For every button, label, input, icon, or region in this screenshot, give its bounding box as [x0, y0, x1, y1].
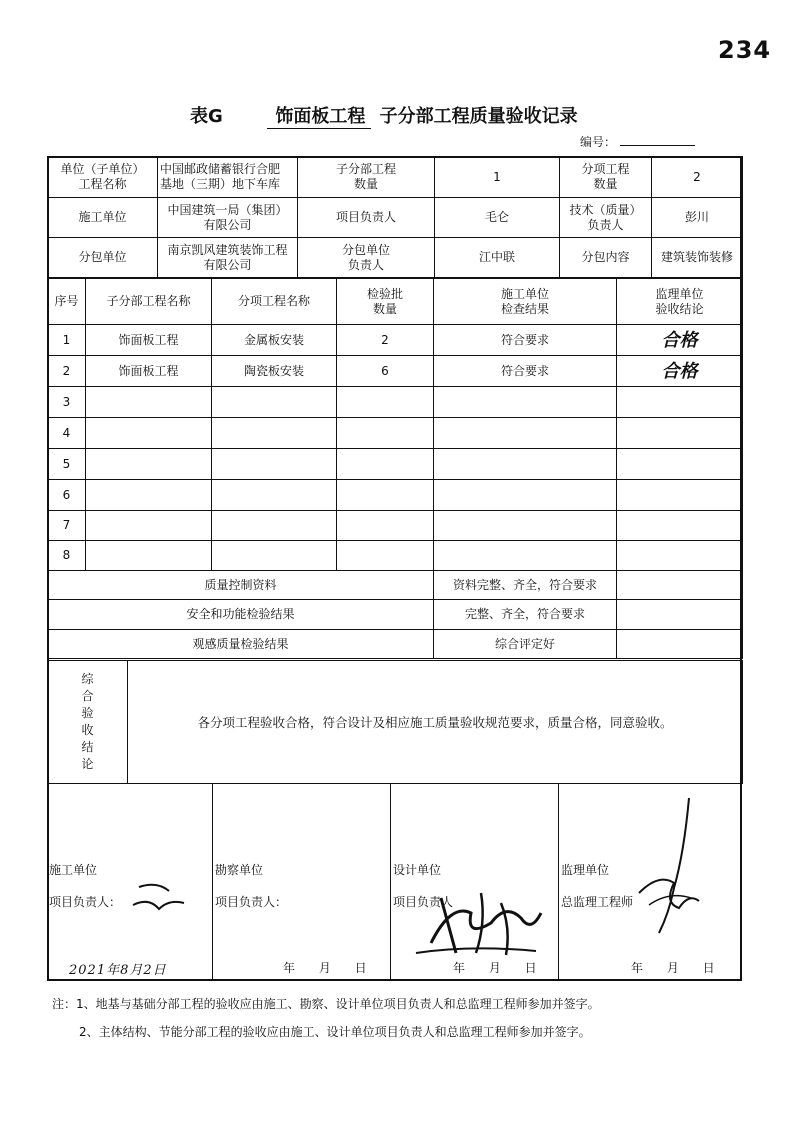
- row-conclusion-handwritten: 合格: [617, 325, 743, 356]
- design-sign-block: [391, 783, 559, 981]
- table-row: [48, 449, 743, 480]
- row-no: 5: [48, 449, 86, 480]
- summary-result: 资料完整、齐全，符合要求: [434, 571, 617, 600]
- design-unit-label: 设计单位: [393, 863, 442, 877]
- row-sub-name: 饰面板工程: [86, 325, 212, 356]
- table-row: [48, 480, 743, 511]
- row-no: 6: [48, 480, 86, 511]
- table-row: [48, 511, 743, 541]
- summary-label: 安全和功能检验结果: [48, 600, 434, 630]
- table-row: [48, 325, 743, 356]
- col-conclusion: 监理单位 验收结论: [617, 279, 743, 325]
- summary-row: [48, 630, 743, 659]
- page-title: [190, 102, 578, 129]
- design-signature: [411, 883, 551, 963]
- tech-value: 彭川: [652, 198, 743, 238]
- row-batch: 2: [337, 325, 434, 356]
- row-check: 符合要求: [434, 356, 617, 387]
- design-mgr-label: 项目负责人: [393, 895, 454, 909]
- title-suffix: 子分部工程质量验收记录: [379, 106, 578, 127]
- unit-name-label: 单位（子单位） 工程名称: [48, 157, 158, 198]
- row-batch: 6: [337, 356, 434, 387]
- row-no: 4: [48, 418, 86, 449]
- title-project: 饰面板工程: [267, 102, 371, 129]
- builder-mgr-label: 项目负责人：: [49, 895, 122, 909]
- record-number: [580, 133, 695, 150]
- row-check: 符合要求: [434, 325, 617, 356]
- summary-result: 综合评定好: [434, 630, 617, 659]
- tech-label: 技术（质量） 负责人: [560, 198, 652, 238]
- col-no: 序号: [48, 279, 86, 325]
- row-no: 2: [48, 356, 86, 387]
- signature-area: [47, 783, 742, 981]
- title-prefix: 表G: [190, 106, 223, 127]
- row-item-name: 陶瓷板安装: [212, 356, 337, 387]
- item-count-value: 2: [652, 157, 743, 198]
- table-row: [48, 387, 743, 418]
- builder-sign-block: [47, 783, 213, 981]
- page-number: 234: [718, 36, 772, 64]
- record-number-label: 编号：: [580, 135, 617, 149]
- sub-count-value: 1: [435, 157, 560, 198]
- col-sub-name: 子分部工程名称: [86, 279, 212, 325]
- summary-label: 质量控制资料: [48, 571, 434, 600]
- row-no: 1: [48, 325, 86, 356]
- row-sub-name: 饰面板工程: [86, 356, 212, 387]
- sub-content-label: 分包内容: [560, 238, 652, 278]
- subcontractor-value: 南京凯风建筑装饰工程 有限公司: [158, 238, 298, 278]
- overall-label: 综 合 验 收 结 论: [48, 661, 128, 784]
- builder-signature: [129, 879, 189, 915]
- pm-value: 毛仑: [435, 198, 560, 238]
- supervisor-sign-block: [559, 783, 742, 981]
- table-row: [48, 541, 743, 571]
- col-item-name: 分项工程名称: [212, 279, 337, 325]
- subcontractor-label: 分包单位: [48, 238, 158, 278]
- sub-mgr-label: 分包单位 负责人: [298, 238, 435, 278]
- supervisor-date: 年 月 日: [631, 961, 725, 975]
- row-conclusion-handwritten: 合格: [617, 356, 743, 387]
- record-number-field[interactable]: [620, 135, 695, 146]
- col-check: 施工单位 检查结果: [434, 279, 617, 325]
- row-item-name: 金属板安装: [212, 325, 337, 356]
- sub-content-value: 建筑装饰装修: [652, 238, 743, 278]
- row-no: 3: [48, 387, 86, 418]
- supervisor-mgr-label: 总监理工程师: [561, 895, 634, 909]
- note-1: 注：1、地基与基础分部工程的验收应由施工、勘察、设计单位项目负责人和总监理工程师参加并签字。: [52, 997, 600, 1011]
- col-batch: 检验批 数量: [337, 279, 434, 325]
- supervisor-signature: [629, 793, 709, 943]
- row-no: 7: [48, 511, 86, 541]
- survey-unit-label: 勘察单位: [215, 863, 264, 877]
- notes: [52, 990, 600, 1046]
- sub-count-label: 子分部工程 数量: [298, 157, 435, 198]
- summary-result: 完整、齐全，符合要求: [434, 600, 617, 630]
- supervisor-unit-label: 监理单位: [561, 863, 610, 877]
- note-2: 2、主体结构、节能分部工程的验收应由施工、设计单位项目负责人和总监理工程师参加并签字。: [79, 1025, 591, 1039]
- builder-unit-label: 施工单位: [49, 863, 98, 877]
- sub-mgr-value: 江中联: [435, 238, 560, 278]
- builder-date: 2021年8月2日: [69, 963, 167, 978]
- unit-name-value: 中国邮政储蓄银行合肥 基地（三期）地下车库: [158, 157, 298, 198]
- items-table: [47, 278, 743, 659]
- builder-label: 施工单位: [48, 198, 158, 238]
- overall-text: 各分项工程验收合格，符合设计及相应施工质量验收规范要求，质量合格，同意验收。: [128, 661, 743, 784]
- header-table: [47, 156, 743, 278]
- item-count-label: 分项工程 数量: [560, 157, 652, 198]
- survey-mgr-label: 项目负责人：: [215, 895, 288, 909]
- pm-label: 项目负责人: [298, 198, 435, 238]
- table-row: [48, 356, 743, 387]
- summary-row: [48, 571, 743, 600]
- row-no: 8: [48, 541, 86, 571]
- builder-value: 中国建筑一局（集团） 有限公司: [158, 198, 298, 238]
- summary-label: 观感质量检验结果: [48, 630, 434, 659]
- design-date: 年 月 日: [453, 961, 547, 975]
- survey-date: 年 月 日: [283, 961, 377, 975]
- summary-row: [48, 600, 743, 630]
- table-row: [48, 418, 743, 449]
- survey-sign-block: [213, 783, 391, 981]
- overall-table: [47, 660, 743, 784]
